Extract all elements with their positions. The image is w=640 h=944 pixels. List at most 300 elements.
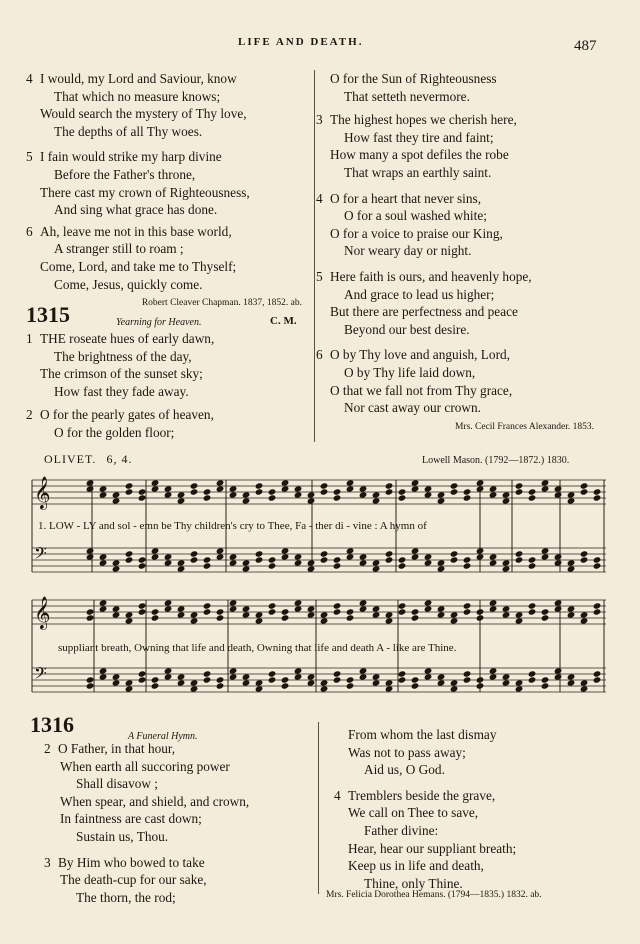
stanza-number: 2 <box>26 407 33 423</box>
note-head <box>437 565 446 572</box>
note-head <box>359 485 368 492</box>
note-head <box>359 559 368 566</box>
verse-line: But there are perfectness and peace <box>330 304 518 320</box>
note-head <box>281 676 290 683</box>
verse-line: From whom the last dismay <box>348 727 497 742</box>
verse-line: THE roseate hues of early dawn, <box>40 331 215 346</box>
note-head <box>528 488 537 495</box>
verse-line: Hear, hear our suppliant breath; <box>348 840 517 856</box>
clef-signs <box>34 476 51 687</box>
note-head <box>99 485 108 492</box>
note-head <box>281 479 290 486</box>
note-head <box>99 599 108 606</box>
note-head <box>268 602 277 609</box>
note-head <box>294 553 303 560</box>
bar-lines <box>32 480 604 692</box>
stanza <box>30 854 320 907</box>
note-head <box>437 673 446 680</box>
note-head <box>476 547 485 554</box>
note-head <box>346 479 355 486</box>
verse-line: O for the pearly gates of heaven, <box>40 407 214 423</box>
note-head <box>307 491 316 498</box>
note-head <box>437 679 446 686</box>
note-head <box>125 550 134 557</box>
note-head <box>125 488 134 495</box>
note-head <box>125 611 134 618</box>
note-head <box>320 556 329 563</box>
note-head <box>333 494 342 501</box>
note-head <box>86 614 95 621</box>
note-head <box>281 485 290 492</box>
note-head <box>229 605 238 612</box>
stanza-number: 4 <box>316 190 323 206</box>
note-head <box>359 599 368 606</box>
note-head <box>112 497 121 504</box>
verse-line: O for a voice to praise our King, <box>330 225 503 241</box>
hymn-meter: C. M. <box>270 315 297 327</box>
verse-line: The thorn, the rod; <box>76 889 176 905</box>
note-head <box>489 559 498 566</box>
note-head <box>99 667 108 674</box>
note-head <box>541 479 550 486</box>
note-head <box>333 562 342 569</box>
stanza-number: 1 <box>26 331 33 346</box>
note-head <box>385 482 394 489</box>
note-head <box>593 602 602 609</box>
note-head <box>281 682 290 689</box>
note-head <box>593 488 602 495</box>
note-head <box>190 679 199 686</box>
note-head <box>294 559 303 566</box>
note-head <box>424 673 433 680</box>
note-head <box>307 565 316 572</box>
note-head <box>450 685 459 692</box>
note-head <box>437 559 446 566</box>
note-head <box>216 553 225 560</box>
note-head <box>138 562 147 569</box>
note-head <box>554 599 563 606</box>
note-head <box>372 497 381 504</box>
note-head <box>385 679 394 686</box>
stanza-number: 5 <box>316 268 323 284</box>
note-head <box>203 676 212 683</box>
note-head <box>138 608 147 615</box>
note-head <box>177 611 186 618</box>
note-head <box>294 485 303 492</box>
note-head <box>151 682 160 689</box>
note-head <box>281 614 290 621</box>
note-head <box>190 482 199 489</box>
verse-line: O by Thy love and anguish, Lord, <box>330 347 510 363</box>
note-head <box>541 485 550 492</box>
note-head <box>190 550 199 557</box>
treble-clef-icon: 𝄞 <box>34 596 51 629</box>
note-head <box>593 676 602 683</box>
note-head <box>151 614 160 621</box>
verse-line: O for the Sun of Righteousness <box>330 71 497 86</box>
note-head <box>489 673 498 680</box>
note-head <box>281 608 290 615</box>
note-head <box>450 617 459 624</box>
note-head <box>567 679 576 686</box>
verse-line: Sustain us, Thou. <box>76 828 169 844</box>
note-head <box>307 679 316 686</box>
note-head <box>177 605 186 612</box>
note-head <box>138 556 147 563</box>
note-head <box>294 673 303 680</box>
note-head <box>190 685 199 692</box>
note-head <box>216 614 225 621</box>
note-head <box>255 556 264 563</box>
note-head <box>333 670 342 677</box>
attribution: Mrs. Felicia Dorothea Hemans. (1794—1835.) 1832. ab. <box>326 890 542 900</box>
note-head <box>593 494 602 501</box>
verse-line: Aid us, O God. <box>364 762 445 778</box>
stanza-number: 5 <box>26 149 33 165</box>
note-head <box>203 556 212 563</box>
note-head <box>138 488 147 495</box>
note-head <box>86 682 95 689</box>
note-head <box>229 553 238 560</box>
note-head <box>554 673 563 680</box>
note-head <box>216 608 225 615</box>
note-head <box>450 482 459 489</box>
note-head <box>372 605 381 612</box>
note-head <box>346 485 355 492</box>
tune-composer: Lowell Mason. (1792—1872.) 1830. <box>422 455 570 466</box>
note-head <box>112 611 121 618</box>
note-head <box>359 667 368 674</box>
note-head <box>515 556 524 563</box>
verse-line: Here faith is ours, and heavenly hope, <box>330 268 532 284</box>
note-head <box>125 556 134 563</box>
note-head <box>385 611 394 618</box>
note-head <box>424 667 433 674</box>
verse-line: Was not to pass away; <box>348 744 466 760</box>
note-head <box>99 605 108 612</box>
note-head <box>437 605 446 612</box>
note-head <box>398 608 407 615</box>
note-head <box>541 676 550 683</box>
note-head <box>528 562 537 569</box>
note-head <box>216 547 225 554</box>
note-head <box>294 667 303 674</box>
note-head <box>333 556 342 563</box>
running-header: LIFE AND DEATH. <box>238 36 364 48</box>
note-head <box>229 599 238 606</box>
note-head <box>541 553 550 560</box>
verse-line: In faintness are cast down; <box>60 811 202 827</box>
stanza-number: 4 <box>334 787 341 803</box>
note-head <box>593 608 602 615</box>
hymn-subtitle: Yearning for Heaven. <box>116 317 202 328</box>
note-head <box>554 553 563 560</box>
note-head <box>294 599 303 606</box>
verse-line: That wraps an earthly saint. <box>344 164 492 180</box>
note-head <box>99 673 108 680</box>
hymn-1316-left <box>30 712 320 906</box>
stanza-number: 3 <box>44 854 51 870</box>
note-head <box>502 679 511 686</box>
note-head <box>320 550 329 557</box>
verse-line: Before the Father's throne, <box>54 166 196 182</box>
note-head <box>372 611 381 618</box>
verse-line: Father divine: <box>364 822 439 838</box>
note-head <box>229 559 238 566</box>
note-head <box>411 682 420 689</box>
note-head <box>385 617 394 624</box>
note-head <box>515 482 524 489</box>
note-head <box>346 614 355 621</box>
note-head <box>268 488 277 495</box>
note-head <box>216 676 225 683</box>
note-head <box>554 559 563 566</box>
verse-line: The crimson of the sunset sky; <box>40 366 203 382</box>
verse-line: Ah, leave me not in this base world, <box>40 223 232 239</box>
note-head <box>346 553 355 560</box>
note-head <box>86 608 95 615</box>
note-head <box>203 670 212 677</box>
note-head <box>463 608 472 615</box>
note-head <box>359 491 368 498</box>
note-head <box>86 553 95 560</box>
verse-line: When earth all succoring power <box>60 758 230 774</box>
note-head <box>554 491 563 498</box>
note-head <box>515 550 524 557</box>
verse-line: O for the golden floor; <box>54 424 175 440</box>
note-head <box>346 682 355 689</box>
verse-line: O for a heart that never sins, <box>330 190 482 206</box>
notes <box>86 479 602 692</box>
note-head <box>411 608 420 615</box>
note-head <box>125 482 134 489</box>
note-head <box>528 676 537 683</box>
note-head <box>515 488 524 495</box>
tune-meter: 6, 4. <box>106 452 133 466</box>
note-head <box>463 562 472 569</box>
note-head <box>294 605 303 612</box>
verse-line: When spear, and shield, and crown, <box>60 793 250 809</box>
note-head <box>203 602 212 609</box>
note-head <box>242 491 251 498</box>
note-head <box>541 547 550 554</box>
note-head <box>164 485 173 492</box>
note-head <box>372 679 381 686</box>
staff-lines <box>32 480 606 692</box>
note-head <box>476 676 485 683</box>
note-head <box>177 559 186 566</box>
note-head <box>424 485 433 492</box>
note-head <box>177 491 186 498</box>
verse-line: The depths of all Thy woes. <box>54 123 203 139</box>
verse-line: Nor weary day or night. <box>344 243 472 259</box>
bass-clef-icon: 𝄢 <box>34 663 47 687</box>
note-head <box>255 550 264 557</box>
note-head <box>398 494 407 501</box>
note-head <box>398 562 407 569</box>
note-head <box>489 485 498 492</box>
stanza <box>30 740 320 846</box>
verse-line: And sing what grace has done. <box>54 202 218 218</box>
note-head <box>502 497 511 504</box>
note-head <box>567 491 576 498</box>
note-head <box>411 547 420 554</box>
note-head <box>476 614 485 621</box>
note-head <box>359 673 368 680</box>
note-head <box>437 611 446 618</box>
attribution: Robert Cleaver Chapman. 1837, 1852. ab. <box>141 298 302 309</box>
note-head <box>450 611 459 618</box>
note-head <box>216 682 225 689</box>
note-head <box>398 670 407 677</box>
note-head <box>515 617 524 624</box>
note-head <box>138 676 147 683</box>
note-head <box>528 602 537 609</box>
bass-clef-icon: 𝄢 <box>34 543 47 567</box>
note-head <box>359 605 368 612</box>
verse-line: The brightness of the day, <box>54 348 192 364</box>
stanza-number: 6 <box>26 223 33 239</box>
page-number: 487 <box>574 38 597 54</box>
note-head <box>320 611 329 618</box>
note-head <box>229 491 238 498</box>
note-head <box>320 488 329 495</box>
note-head <box>216 485 225 492</box>
verse-line: We call on Thee to save, <box>348 805 479 821</box>
note-head <box>593 670 602 677</box>
note-head <box>554 485 563 492</box>
note-head <box>333 608 342 615</box>
verse-line: Come, Jesus, quickly come. <box>54 276 203 292</box>
note-head <box>424 491 433 498</box>
note-head <box>424 599 433 606</box>
note-head <box>190 617 199 624</box>
note-head <box>424 553 433 560</box>
note-head <box>346 608 355 615</box>
note-head <box>177 673 186 680</box>
verse-line: O that we fall not from Thy grace, <box>330 382 513 398</box>
note-head <box>255 611 264 618</box>
note-head <box>580 488 589 495</box>
note-head <box>112 679 121 686</box>
note-head <box>515 679 524 686</box>
verse-line: How many a spot defiles the robe <box>330 147 509 163</box>
verse-line: That which no measure knows; <box>54 88 221 104</box>
note-head <box>463 676 472 683</box>
verse-line: There cast my crown of Righteousness, <box>40 184 250 200</box>
note-head <box>203 608 212 615</box>
note-head <box>476 682 485 689</box>
note-head <box>86 479 95 486</box>
note-head <box>86 547 95 554</box>
note-head <box>554 667 563 674</box>
note-head <box>255 482 264 489</box>
note-head <box>502 491 511 498</box>
note-head <box>450 556 459 563</box>
note-head <box>385 550 394 557</box>
note-head <box>489 667 498 674</box>
note-head <box>151 547 160 554</box>
note-head <box>489 553 498 560</box>
note-head <box>580 550 589 557</box>
note-head <box>99 491 108 498</box>
note-head <box>177 565 186 572</box>
note-head <box>203 494 212 501</box>
note-head <box>541 614 550 621</box>
note-head <box>151 676 160 683</box>
note-head <box>424 559 433 566</box>
note-head <box>502 559 511 566</box>
note-head <box>398 488 407 495</box>
note-head <box>580 679 589 686</box>
hymn-subtitle: A Funeral Hymn. <box>128 731 198 742</box>
note-head <box>333 488 342 495</box>
stanza-number: 6 <box>316 347 323 363</box>
note-head <box>411 676 420 683</box>
hymn-1316-right <box>322 726 622 892</box>
note-head <box>372 491 381 498</box>
stanza-number: 4 <box>26 71 33 86</box>
attribution: Mrs. Cecil Frances Alexander. 1853. <box>454 421 594 432</box>
note-head <box>463 556 472 563</box>
note-head <box>567 565 576 572</box>
note-head <box>268 670 277 677</box>
note-head <box>164 599 173 606</box>
note-head <box>450 488 459 495</box>
note-head <box>242 559 251 566</box>
note-head <box>255 679 264 686</box>
note-head <box>333 602 342 609</box>
note-head <box>541 682 550 689</box>
hymn-number: 1315 <box>26 302 70 327</box>
verse-line: I would, my Lord and Saviour, know <box>40 71 237 86</box>
note-head <box>502 605 511 612</box>
note-head <box>593 556 602 563</box>
note-head <box>320 685 329 692</box>
note-head <box>138 494 147 501</box>
note-head <box>242 673 251 680</box>
note-head <box>177 497 186 504</box>
note-head <box>528 556 537 563</box>
note-head <box>216 479 225 486</box>
note-head <box>567 605 576 612</box>
note-head <box>320 617 329 624</box>
note-head <box>541 608 550 615</box>
note-head <box>190 556 199 563</box>
verse-line: That setteth nevermore. <box>344 88 470 104</box>
note-head <box>580 685 589 692</box>
note-head <box>268 608 277 615</box>
note-head <box>411 485 420 492</box>
note-head <box>333 676 342 683</box>
note-head <box>229 485 238 492</box>
note-head <box>567 611 576 618</box>
note-head <box>99 559 108 566</box>
note-head <box>151 553 160 560</box>
note-head <box>190 611 199 618</box>
note-head <box>112 673 121 680</box>
note-head <box>99 553 108 560</box>
verse-line: The death-cup for our sake, <box>60 872 207 888</box>
note-head <box>567 559 576 566</box>
verse-line: O Father, in that hour, <box>58 741 176 756</box>
note-head <box>385 488 394 495</box>
note-head <box>255 685 264 692</box>
note-head <box>125 685 134 692</box>
verse-line: By Him who bowed to take <box>58 854 205 870</box>
note-head <box>203 488 212 495</box>
note-head <box>164 553 173 560</box>
